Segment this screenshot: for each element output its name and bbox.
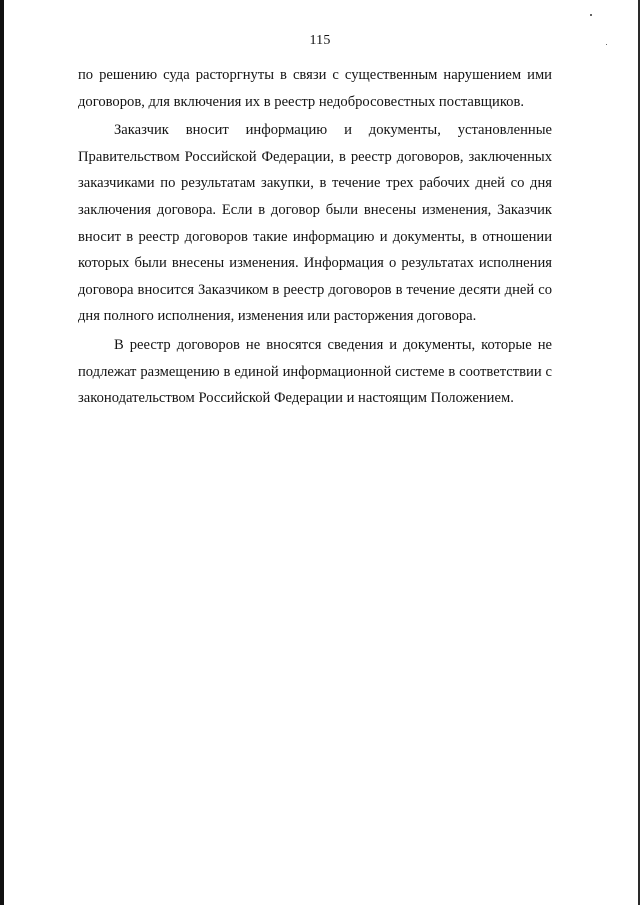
paragraph-registry-entry: Заказчик вносит информацию и документы, установленные Правительством Российской Федерации, в реестр договоров, заключенных заказчиками по результатам закупки, в течение трех рабочих дней со дня заключения договора. Если в договор были внесены изменения, Заказчик вносит в реестр договоров такие информацию и документы, в отношении которых были внесены изменения. Информация о результатах исполнения договора вносится Заказчиком в реестр договоров в течение десяти дней со дня полного исполнения, изменения или расторжения договора. bbox=[78, 122, 552, 325]
scan-speck bbox=[590, 14, 592, 16]
document-body bbox=[78, 62, 552, 412]
page-number: 115 bbox=[309, 33, 331, 48]
paragraph-registry-exclusions: В реестр договоров не вносятся сведения и документы, которые не подлежат размещению в единой информационной системе в соответствии с законодательством Российской Федерации и настоящим Положением. bbox=[78, 336, 552, 407]
scan-border-left bbox=[0, 0, 4, 905]
paragraph-continuation: по решению суда расторгнуты в связи с существенным нарушением ими договоров, для включения их в реестр недобросовестных поставщиков. bbox=[78, 67, 552, 110]
